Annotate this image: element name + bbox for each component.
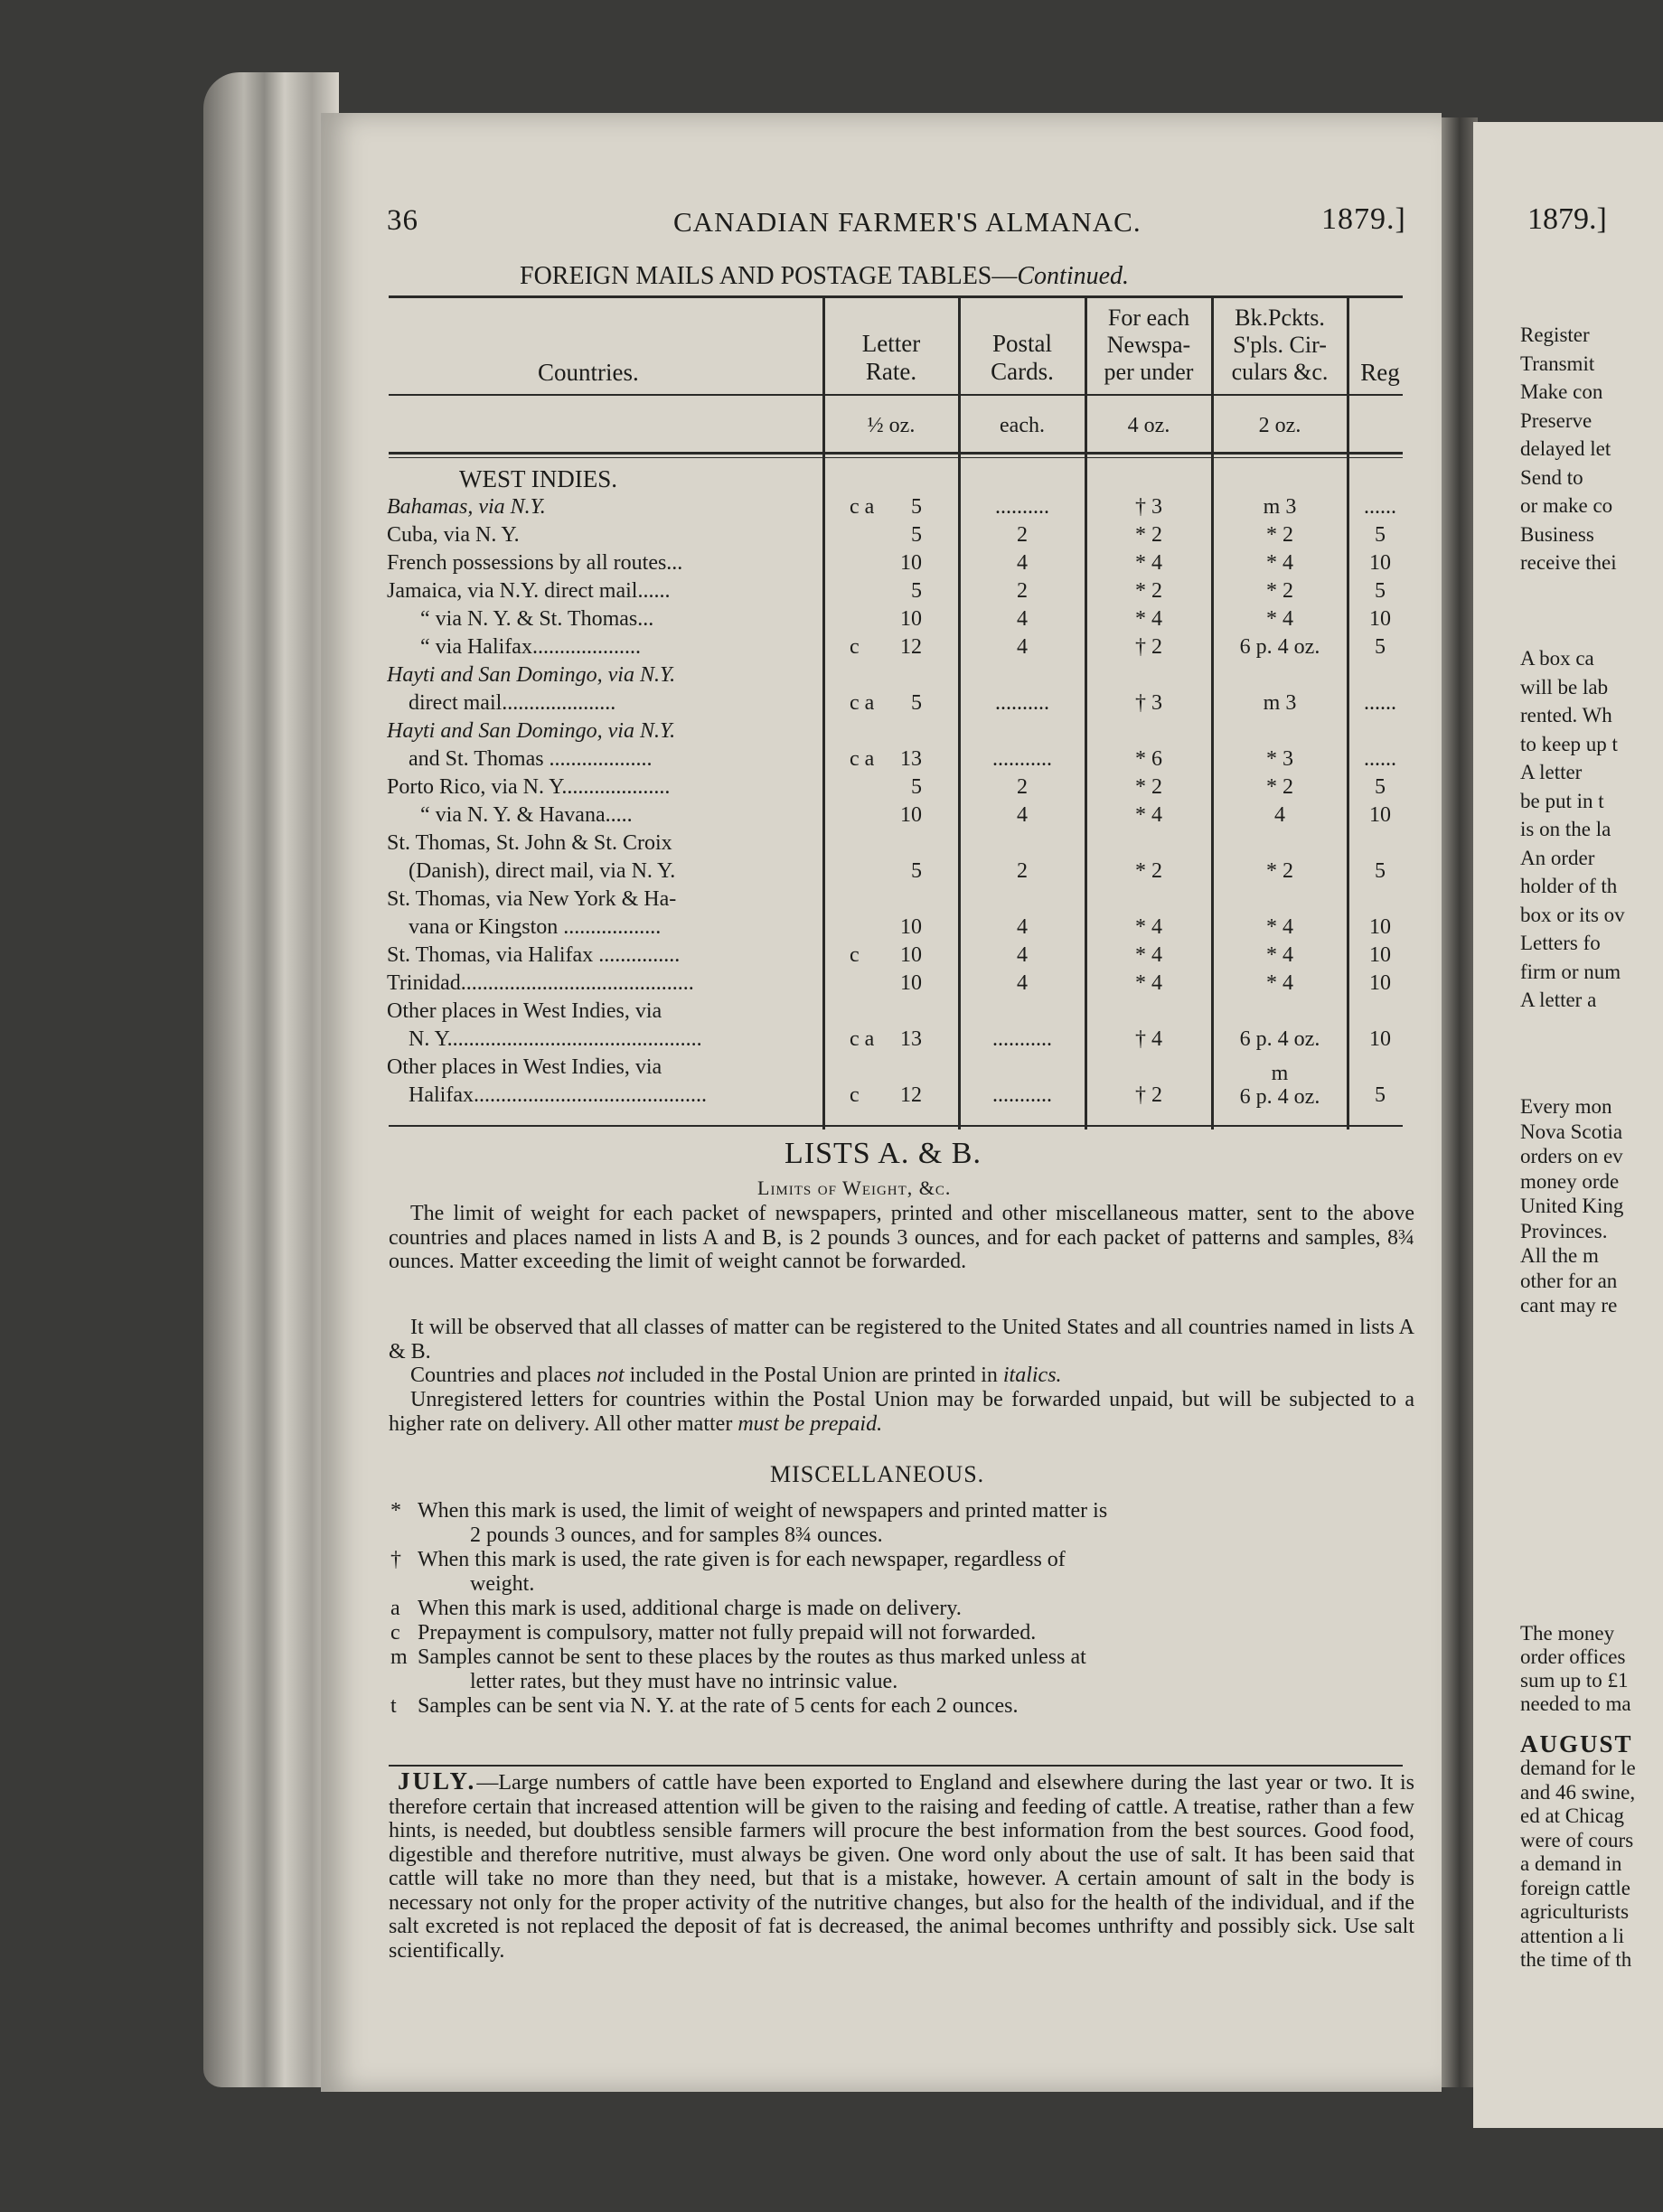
right-page-line: agriculturists xyxy=(1520,1900,1630,1923)
right-page-line: rented. Wh xyxy=(1520,704,1612,726)
right-page-line: United King xyxy=(1520,1195,1624,1217)
right-page-line: Provinces. xyxy=(1520,1219,1608,1242)
right-page-line: Every mon xyxy=(1520,1095,1612,1118)
table-cell-letter: 10 xyxy=(900,971,922,995)
table-cell-postal: 4 xyxy=(1017,607,1028,631)
right-page-line: receive thei xyxy=(1520,551,1617,574)
misc-mark: a xyxy=(390,1597,400,1620)
table-cell-registration: 5 xyxy=(1375,1083,1386,1107)
table-cell-book: * 2 xyxy=(1266,523,1293,547)
table-cell-book: m xyxy=(1271,1062,1289,1085)
table-cell-prefix: c xyxy=(850,1083,860,1107)
table-cell-book: 4 xyxy=(1274,803,1285,827)
table-cell-book: m 3 xyxy=(1263,691,1297,715)
table-cell-prefix: c a xyxy=(850,747,875,771)
table-cell-registration: 5 xyxy=(1375,859,1386,883)
table-row-country: N. Y............................................... xyxy=(409,1027,702,1051)
table-row-country: Other places in West Indies, via xyxy=(387,999,662,1023)
table-cell-letter: 5 xyxy=(911,775,922,799)
table-row-country: Hayti and San Domingo, via N.Y. xyxy=(387,663,676,687)
table-cell-registration: 10 xyxy=(1369,1027,1391,1051)
table-cell-postal: 4 xyxy=(1017,943,1028,967)
table-row-country: Other places in West Indies, via xyxy=(387,1055,662,1079)
misc-note: When this mark is used, the limit of weight of newspapers and printed matter is xyxy=(418,1499,1108,1523)
header-countries: Countries. xyxy=(538,359,639,386)
table-cell-postal: 4 xyxy=(1017,915,1028,939)
right-page-line: other for an xyxy=(1520,1269,1618,1292)
misc-mark: m xyxy=(390,1645,408,1669)
table-cell-letter: 10 xyxy=(900,551,922,575)
misc-mark: † xyxy=(390,1548,401,1571)
misc-title: MISCELLANEOUS. xyxy=(770,1461,985,1487)
july-heading: JULY. xyxy=(398,1767,477,1795)
right-page-line: will be lab xyxy=(1520,675,1609,698)
right-page-line: cant may re xyxy=(1520,1294,1618,1317)
table-cell-newspaper: † 2 xyxy=(1135,635,1162,659)
right-page-line: Transmit xyxy=(1520,351,1595,375)
right-page-line: ed at Chicag xyxy=(1520,1804,1624,1827)
right-page-line: firm or num xyxy=(1520,960,1621,983)
header-book-packets: S'pls. Cir- xyxy=(1233,332,1327,358)
table-cell-registration: ...... xyxy=(1364,495,1396,519)
table-cell-postal: 4 xyxy=(1017,971,1028,995)
right-page-line: A letter xyxy=(1520,761,1583,783)
table-cell-letter: 5 xyxy=(911,691,922,715)
misc-note: Prepayment is compulsory, matter not fully prepaid will not forwarded. xyxy=(418,1621,1037,1645)
lists-paragraph: Unregistered letters for countries within the Postal Union may be forwarded unpaid, but will be subjected to a higher rate on delivery. All other matter must be prepaid. xyxy=(389,1388,1414,1436)
table-row-country: Trinidad........................................... xyxy=(387,971,694,995)
table-cell-postal: 2 xyxy=(1017,775,1028,799)
august-heading: AUGUST xyxy=(1520,1730,1633,1757)
unit-letter: ½ oz. xyxy=(867,414,916,437)
table-row-country: (Danish), direct mail, via N. Y. xyxy=(409,859,676,883)
table-cell-prefix: c xyxy=(850,635,860,659)
misc-note: Samples cannot be sent to these places by the routes as thus marked unless at xyxy=(418,1645,1086,1669)
right-page-line: a demand in xyxy=(1520,1852,1622,1875)
table-cell-postal: .......... xyxy=(995,495,1049,519)
table-row-country: St. Thomas, St. John & St. Croix xyxy=(387,831,672,855)
lists-subtitle: Limits of Weight, &c. xyxy=(757,1176,952,1199)
table-cell-newspaper: † 3 xyxy=(1135,691,1162,715)
right-page-line: be put in t xyxy=(1520,789,1604,812)
lists-paragraph: The limit of weight for each packet of newspapers, printed and other miscellaneous matter, sent to the above countries and places named in lists A and B, is 2 pounds 3 ounces, and for each packet of patterns and samples, 8¾ ounces. Matter exceeding the limit of weight cannot be forwarded. xyxy=(389,1202,1414,1273)
right-page-line: is on the la xyxy=(1520,818,1611,840)
table-cell-book: * 4 xyxy=(1266,943,1293,967)
table-row-country: “ via N. Y. & St. Thomas... xyxy=(420,607,654,631)
right-page-line: All the m xyxy=(1520,1244,1599,1267)
table-cell-newspaper: * 2 xyxy=(1135,579,1162,603)
table-cell-newspaper: * 2 xyxy=(1135,523,1162,547)
table-cell-prefix: c a xyxy=(850,691,875,715)
july-rule xyxy=(389,1765,1403,1767)
table-cell-registration: 10 xyxy=(1369,943,1391,967)
header-book-packets: Bk.Pckts. xyxy=(1235,305,1325,331)
table-cell-book: * 4 xyxy=(1266,551,1293,575)
table-cell-book: * 2 xyxy=(1266,775,1293,799)
units-rule xyxy=(389,457,1403,458)
header-postal: Postal xyxy=(991,330,1052,357)
right-page-line: Nova Scotia xyxy=(1520,1120,1623,1143)
right-page-line: box or its ov xyxy=(1520,903,1625,926)
right-page-line: holder of th xyxy=(1520,875,1618,897)
table-cell-book: * 4 xyxy=(1266,607,1293,631)
table-cell-newspaper: * 6 xyxy=(1135,747,1162,771)
table-cell-letter: 5 xyxy=(911,859,922,883)
table-cell-postal: 4 xyxy=(1017,635,1028,659)
misc-note: Samples can be sent via N. Y. at the rate of 5 cents for each 2 ounces. xyxy=(418,1694,1019,1718)
right-page-line: were of cours xyxy=(1520,1828,1634,1851)
right-page-line: demand for le xyxy=(1520,1757,1636,1779)
misc-mark: c xyxy=(390,1621,400,1645)
table-row-country: Porto Rico, via N. Y.................... xyxy=(387,775,671,799)
misc-mark: t xyxy=(390,1694,397,1718)
misc-mark: * xyxy=(390,1499,401,1523)
table-row-country: “ via Halifax.................... xyxy=(420,635,641,659)
misc-note: When this mark is used, the rate given is for each newspaper, regardless of xyxy=(418,1548,1066,1571)
right-page-line: Letters fo xyxy=(1520,932,1601,954)
table-cell-letter: 10 xyxy=(900,607,922,631)
table-cell-book: * 4 xyxy=(1266,971,1293,995)
misc-note: weight. xyxy=(470,1572,535,1596)
table-row-country: St. Thomas, via Halifax ............... xyxy=(387,943,681,967)
table-cell-letter: 5 xyxy=(911,495,922,519)
table-cell-letter: 5 xyxy=(911,523,922,547)
table-cell-postal: ........... xyxy=(992,747,1052,771)
lists-paragraph: It will be observed that all classes of matter can be registered to the United States and all countries named in lists A & B. xyxy=(389,1316,1414,1364)
table-cell-newspaper: * 4 xyxy=(1135,915,1162,939)
right-page-line: sum up to £1 xyxy=(1520,1669,1629,1692)
header-rule xyxy=(389,394,1403,396)
table-cell-registration: 5 xyxy=(1375,775,1386,799)
header-newspaper: For each xyxy=(1107,305,1190,331)
table-cell-letter: 10 xyxy=(900,803,922,827)
header-letter: Rate. xyxy=(865,358,917,385)
table-cell-prefix: c a xyxy=(850,1027,875,1051)
year-right: 1879.] xyxy=(1527,202,1607,236)
table-cell-postal: .......... xyxy=(995,691,1049,715)
table-cell-newspaper: * 4 xyxy=(1135,551,1162,575)
table-cell-newspaper: * 4 xyxy=(1135,971,1162,995)
right-page-line: the time of th xyxy=(1520,1948,1632,1971)
lists-paragraph: Countries and places not included in the Postal Union are printed in italics. xyxy=(410,1364,1062,1387)
table-cell-letter: 10 xyxy=(900,943,922,967)
right-page-line: Send to xyxy=(1520,465,1583,489)
misc-note: letter rates, but they must have no intrinsic value. xyxy=(470,1670,898,1693)
table-cell-letter: 12 xyxy=(900,1083,922,1107)
table-cell-newspaper: * 2 xyxy=(1135,859,1162,883)
unit-newspaper: 4 oz. xyxy=(1127,414,1170,437)
section-west-indies: WEST INDIES. xyxy=(459,465,617,492)
right-page-line: A letter a xyxy=(1520,989,1597,1011)
table-cell-newspaper: † 4 xyxy=(1135,1027,1162,1051)
table-cell-newspaper: * 4 xyxy=(1135,803,1162,827)
table-row-country: French possessions by all routes... xyxy=(387,551,683,575)
right-page-line: An order xyxy=(1520,846,1595,869)
table-cell-postal: 2 xyxy=(1017,579,1028,603)
lists-title: LISTS A. & B. xyxy=(785,1137,982,1170)
table-cell-book: * 3 xyxy=(1266,747,1293,771)
table-row-country: vana or Kingston .................. xyxy=(409,915,662,939)
table-cell-book: * 2 xyxy=(1266,579,1293,603)
table-cell-book: 6 p. 4 oz. xyxy=(1239,1027,1320,1051)
header-letter: Letter xyxy=(861,330,921,357)
table-cell-letter: 13 xyxy=(900,1027,922,1051)
table-row-country: Hayti and San Domingo, via N.Y. xyxy=(387,719,676,743)
table-cell-registration: 10 xyxy=(1369,551,1391,575)
right-page-line: orders on ev xyxy=(1520,1145,1623,1167)
right-page-line: A box ca xyxy=(1520,647,1594,670)
misc-note: 2 pounds 3 ounces, and for samples 8¾ ounces. xyxy=(470,1523,883,1547)
table-cell-book: 6 p. 4 oz. xyxy=(1239,1085,1320,1109)
table-row-country: direct mail..................... xyxy=(409,691,616,715)
table-top-rule xyxy=(389,295,1403,298)
header-book-packets: culars &c. xyxy=(1231,359,1329,385)
table-cell-newspaper: * 2 xyxy=(1135,775,1162,799)
right-page-line: Preserve xyxy=(1520,408,1593,432)
book-gutter xyxy=(1442,117,1478,2087)
right-page-line: order offices xyxy=(1520,1645,1626,1668)
table-row-country: Bahamas, via N.Y. xyxy=(387,495,546,519)
right-page-line: needed to ma xyxy=(1520,1692,1631,1715)
units-rule xyxy=(389,452,1403,455)
table-cell-prefix: c xyxy=(850,943,860,967)
table-title: FOREIGN MAILS AND POSTAGE TABLES—Continued. xyxy=(520,262,1130,290)
table-cell-registration: 5 xyxy=(1375,579,1386,603)
right-page-line: Business xyxy=(1520,522,1594,546)
table-row-country: “ via N. Y. & Havana..... xyxy=(420,803,633,827)
unit-postal: each. xyxy=(1000,414,1045,437)
table-row-country: and St. Thomas ................... xyxy=(409,747,653,771)
table-cell-registration: 10 xyxy=(1369,971,1391,995)
table-cell-postal: ........... xyxy=(992,1027,1052,1051)
header-postal: Cards. xyxy=(991,358,1054,385)
misc-note: When this mark is used, additional charge is made on delivery. xyxy=(418,1597,962,1620)
table-cell-letter: 10 xyxy=(900,915,922,939)
table-cell-postal: ........... xyxy=(992,1083,1052,1107)
table-cell-registration: ...... xyxy=(1364,747,1396,771)
table-cell-registration: ...... xyxy=(1364,691,1396,715)
right-page-line: or make co xyxy=(1520,494,1613,517)
right-page-line: delayed let xyxy=(1520,437,1611,460)
table-cell-registration: 10 xyxy=(1369,607,1391,631)
table-cell-postal: 2 xyxy=(1017,859,1028,883)
table-cell-book: * 2 xyxy=(1266,859,1293,883)
right-page-line: to keep up t xyxy=(1520,732,1618,755)
table-cell-newspaper: * 4 xyxy=(1135,943,1162,967)
table-cell-prefix: c a xyxy=(850,495,875,519)
year-left: 1879.] xyxy=(1321,202,1406,236)
table-row-country: Cuba, via N. Y. xyxy=(387,523,520,547)
unit-book: 2 oz. xyxy=(1258,414,1301,437)
header-newspaper: Newspa- xyxy=(1106,332,1191,358)
table-row-country: St. Thomas, via New York & Ha- xyxy=(387,887,677,911)
table-cell-book: 6 p. 4 oz. xyxy=(1239,635,1320,659)
table-cell-postal: 4 xyxy=(1017,551,1028,575)
table-cell-registration: 5 xyxy=(1375,523,1386,547)
table-cell-letter: 13 xyxy=(900,747,922,771)
header-newspaper: per under xyxy=(1104,359,1194,385)
page-number: 36 xyxy=(387,204,418,237)
right-page-line: Register xyxy=(1520,323,1590,346)
table-cell-newspaper: * 4 xyxy=(1135,607,1162,631)
header-registration: Reg xyxy=(1360,359,1400,386)
right-page-line: money orde xyxy=(1520,1169,1620,1193)
right-page-line: The money xyxy=(1520,1622,1615,1645)
right-page-line: and 46 swine, xyxy=(1520,1780,1636,1804)
table-cell-registration: 10 xyxy=(1369,915,1391,939)
july-paragraph: JULY.—Large numbers of cattle have been exported to England and elsewhere during the last year or two. It is therefore certain that increased attention will be given to the raising and feeding of cattle. A treatise, rather than a few hints, is needed, but doubtless sensible farmers will procure the best information from the best sources. Good food, digestible and therefore nutritive, must always be given. One word only about the use of salt. It has been said that cattle will take no more than they need, but that is a mistake, however. A certain amount of salt in the body is necessary not only for the proper activity of the nutritive changes, but also for the health of the individual, and if the salt excreted is not replaced the deposit of fat is decreased, the animal becomes unthrifty and possibly sick. Use salt scientifically. xyxy=(389,1767,1414,1963)
table-cell-book: * 4 xyxy=(1266,915,1293,939)
table-cell-letter: 5 xyxy=(911,579,922,603)
book-page-edges xyxy=(203,72,339,2087)
table-bottom-rule xyxy=(389,1125,1403,1127)
table-cell-letter: 12 xyxy=(900,635,922,659)
table-cell-newspaper: † 2 xyxy=(1135,1083,1162,1107)
table-row-country: Halifax........................................... xyxy=(409,1083,707,1107)
table-row-country: Jamaica, via N.Y. direct mail...... xyxy=(387,579,671,603)
table-cell-registration: 5 xyxy=(1375,635,1386,659)
table-cell-postal: 2 xyxy=(1017,523,1028,547)
right-page-line: attention a li xyxy=(1520,1924,1624,1947)
table-cell-newspaper: † 3 xyxy=(1135,495,1162,519)
right-page-line: Make con xyxy=(1520,380,1603,403)
table-cell-book: m 3 xyxy=(1263,495,1297,519)
right-page-line: foreign cattle xyxy=(1520,1876,1630,1899)
table-cell-postal: 4 xyxy=(1017,803,1028,827)
table-cell-registration: 10 xyxy=(1369,803,1391,827)
running-title: CANADIAN FARMER'S ALMANAC. xyxy=(673,206,1142,238)
